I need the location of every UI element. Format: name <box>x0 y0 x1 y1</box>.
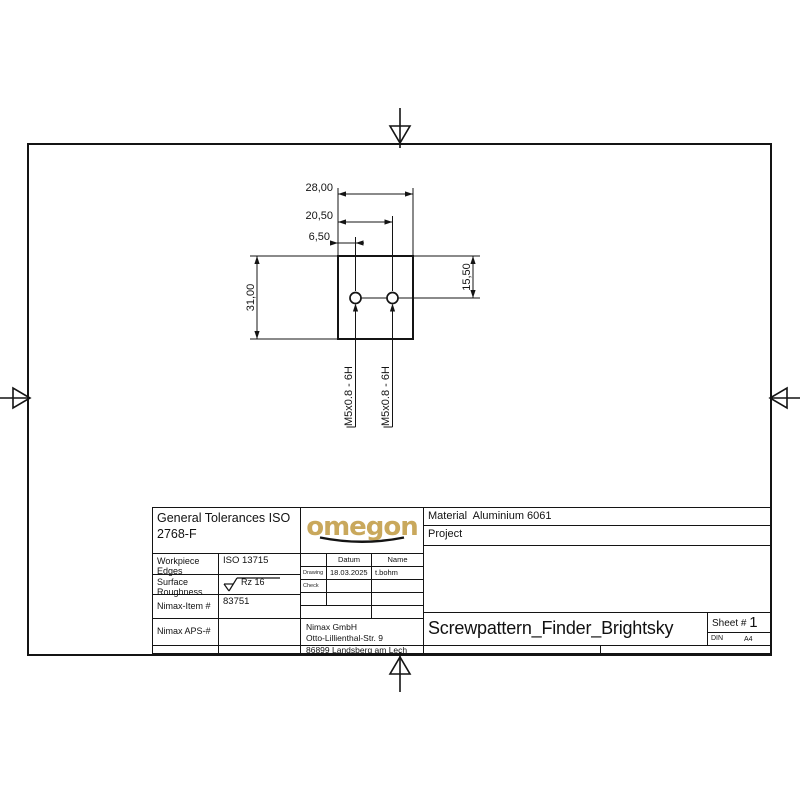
din-cell <box>708 633 771 646</box>
sheet-cell <box>708 613 771 633</box>
approval-empty-cell <box>372 593 424 606</box>
dim-total-height: 31,00 <box>245 283 257 312</box>
approval-empty-cell <box>372 606 424 619</box>
bottom-strip-cell <box>219 646 301 654</box>
dim-holes-height: 15,50 <box>461 263 473 291</box>
approval-corner-cell <box>301 554 327 567</box>
material-label: Material <box>428 510 468 522</box>
workpiece-edges-value: ISO 13715 <box>219 554 301 575</box>
surface-roughness-cell <box>219 575 301 595</box>
approval-empty-cell <box>301 593 327 606</box>
project-value-cell <box>424 546 771 613</box>
logo-text: omegon <box>306 512 418 543</box>
bottom-strip-cell <box>153 646 219 654</box>
approval-name-header: Name <box>372 554 424 567</box>
part-title: Screwpattern_Finder_Brightsky <box>424 613 708 646</box>
aps-label: Nimax APS-# <box>153 619 219 646</box>
approval-drawing-date: 18.03.2025 <box>327 567 372 580</box>
surface-roughness-label: Surface Roughness <box>153 575 219 595</box>
hole-right <box>387 293 398 304</box>
bottom-strip-cell <box>424 646 601 654</box>
project-label: Project <box>424 526 771 546</box>
bottom-strip-cell <box>301 646 424 654</box>
thread-label-left: M5x0.8 - 6H <box>343 366 355 426</box>
approval-empty-cell <box>301 606 372 619</box>
workpiece-edges-label: Workpiece Edges <box>153 554 219 575</box>
part-drawing <box>230 160 490 450</box>
approval-datum-header: Datum <box>327 554 372 567</box>
hole-left <box>350 293 361 304</box>
dim-total-width: 28,00 <box>305 182 333 194</box>
company-city: 86899 Landsberg am Lech <box>306 644 408 655</box>
item-label: Nimax-Item # <box>153 595 219 619</box>
company-name: Nimax GmbH <box>306 622 358 632</box>
sheet-number: 1 <box>749 614 758 631</box>
logo-swoosh-icon <box>310 536 414 545</box>
centering-mark-right <box>760 386 800 410</box>
dim-hole1-offset: 6,50 <box>308 231 330 243</box>
surface-roughness-value: Rz 16 <box>241 577 265 587</box>
company-address <box>301 619 424 655</box>
approval-drawing-label: Drawing <box>301 567 327 580</box>
thread-label-right: M5x0.8 - 6H <box>380 366 392 426</box>
item-value: 83751 <box>219 595 301 619</box>
material-row <box>424 508 771 526</box>
logo <box>301 508 424 554</box>
centering-mark-top <box>388 108 412 152</box>
dim-hole2-offset: 20,50 <box>305 210 333 222</box>
din-label: DIN <box>711 635 724 642</box>
approval-check-name <box>372 580 424 593</box>
general-tolerances: General Tolerances ISO 2768-F <box>153 508 301 554</box>
bottom-strip-cell <box>601 646 771 654</box>
centering-mark-left <box>0 386 40 410</box>
aps-value <box>219 619 301 646</box>
approval-check-date <box>327 580 372 593</box>
approval-drawing-name: t.bohm <box>372 567 424 580</box>
company-street: Otto-Lillienthal-Str. 9 <box>306 633 384 644</box>
approval-check-label: Check <box>301 580 327 593</box>
material-value: Aluminium 6061 <box>472 510 552 522</box>
title-block <box>152 507 772 654</box>
approval-empty-cell <box>327 593 372 606</box>
paper-format: A4 <box>744 636 753 643</box>
sheet-label: Sheet # <box>712 618 747 629</box>
